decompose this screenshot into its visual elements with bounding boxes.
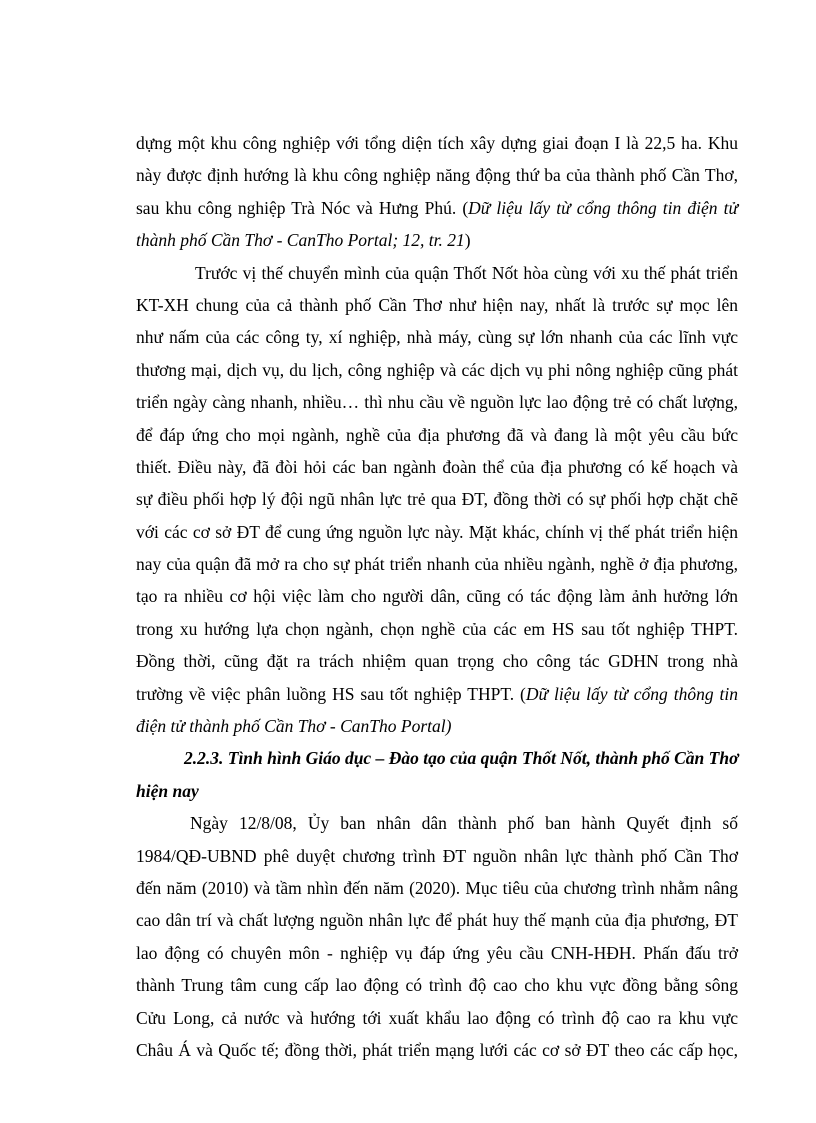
paragraph-line: sự điều phối hợp lý đội ngũ nhân lực trẻ qua ĐT, đồng thời có sự phối hợp chặt chẽ (136, 489, 738, 510)
paragraph-line (136, 192, 738, 224)
line-text: ) (464, 230, 471, 251)
paragraph-line: 1984/QĐ-UBND phê duyệt chương trình ĐT nguồn nhân lực thành phố Cần Thơ (136, 845, 738, 866)
paragraph-line: KT-XH chung của cả thành phố Cần Thơ như hiện nay, nhất là trước sự mọc lên (136, 294, 738, 315)
paragraph-line (136, 678, 738, 710)
paragraph-line: Đồng thời, cũng đặt ra trách nhiệm quan trọng cho công tác GDHN trong nhà (136, 651, 738, 672)
paragraph-line: nay của quận đã mở ra cho sự phát triển nhanh của nhiều ngành, nghề ở địa phương, (136, 554, 738, 575)
section-heading: 2.2.3. Tình hình Giáo dục – Đào tạo của quận Thốt Nốt, thành phố Cần Thơ (184, 748, 739, 769)
citation-text: thành phố Cần Thơ - CanTho Portal; 12, tr. 21 (136, 230, 465, 251)
citation-text: Dữ liệu lấy từ cổng thông tin (525, 683, 738, 704)
paragraph-line: triển ngày càng nhanh, nhiều… thì nhu cầu về nguồn lực lao động trẻ có chất lượng, (136, 392, 738, 413)
paragraph-line: Trước vị thế chuyển mình của quận Thốt Nốt hòa cùng với xu thế phát triển (195, 262, 738, 283)
paragraph-line: lao động có chuyên môn - nghiệp vụ đáp ứng yêu cầu CNH-HĐH. Phấn đấu trở (136, 942, 738, 963)
line-text: sau khu công nghiệp Trà Nóc và Hưng Phú. ( (136, 197, 469, 218)
citation-text: điện tử thành phố Cần Thơ - CanTho Portal) (136, 716, 452, 737)
paragraph-line: Châu Á và Quốc tế; đồng thời, phát triển mạng lưới các cơ sở ĐT theo các cấp học, (136, 1039, 738, 1060)
paragraph-line: tạo ra nhiều cơ hội việc làm cho người dân, cũng có tác động làm ảnh hưởng lớn (136, 586, 738, 607)
paragraph-line: cao dân trí và chất lượng nguồn nhân lực để phát huy thế mạnh của địa phương, ĐT (136, 910, 738, 931)
paragraph-line: dựng một khu công nghiệp với tổng diện tích xây dựng giai đoạn I là 22,5 ha. Khu (136, 133, 738, 153)
paragraph-line: để đáp ứng cho mọi ngành, nghề của địa phương đã và đang là một yêu cầu bức (136, 424, 738, 445)
paragraph-line: Ngày 12/8/08, Ủy ban nhân dân thành phố ban hành Quyết định số (190, 813, 738, 834)
paragraph-line: Cửu Long, cả nước và hướng tới xuất khẩu lao động có trình độ cao ra khu vực (136, 1007, 738, 1028)
paragraph-line: thương mại, dịch vụ, du lịch, công nghiệp và các dịch vụ phi nông nghiệp cũng phát (136, 359, 738, 380)
paragraph-line (136, 710, 738, 742)
paragraph-line: thiết. Điều này, đã đòi hỏi các ban ngành đoàn thể của địa phương có kế hoạch và (136, 456, 738, 477)
paragraph-line: đến năm (2010) và tầm nhìn đến năm (2020). Mục tiêu của chương trình nhằm nâng (136, 877, 738, 898)
section-heading-continued: hiện nay (136, 780, 199, 801)
paragraph-line: với các cơ sở ĐT để cung ứng nguồn lực này. Mặt khác, chính vị thế phát triển hiện (136, 521, 738, 542)
paragraph-line: thành Trung tâm cung cấp lao động có trình độ cao cho khu vực đồng bằng sông (136, 975, 738, 996)
citation-text: Dữ liệu lấy từ cổng thông tin điện tử (468, 197, 738, 218)
paragraph-line: này được định hướng là khu công nghiệp năng động thứ ba của thành phố Cần Thơ, (136, 165, 738, 186)
document-page (136, 127, 738, 1066)
line-text: trường về việc phân luồng HS sau tốt nghiệp THPT. ( (136, 683, 526, 704)
paragraph-line (136, 224, 738, 256)
paragraph-line: như nấm của các công ty, xí nghiệp, nhà máy, cùng sự lớn nhanh của các lĩnh vực (136, 327, 738, 348)
paragraph-line: trong xu hướng lựa chọn ngành, chọn nghề của các em HS sau tốt nghiệp THPT. (136, 618, 738, 639)
